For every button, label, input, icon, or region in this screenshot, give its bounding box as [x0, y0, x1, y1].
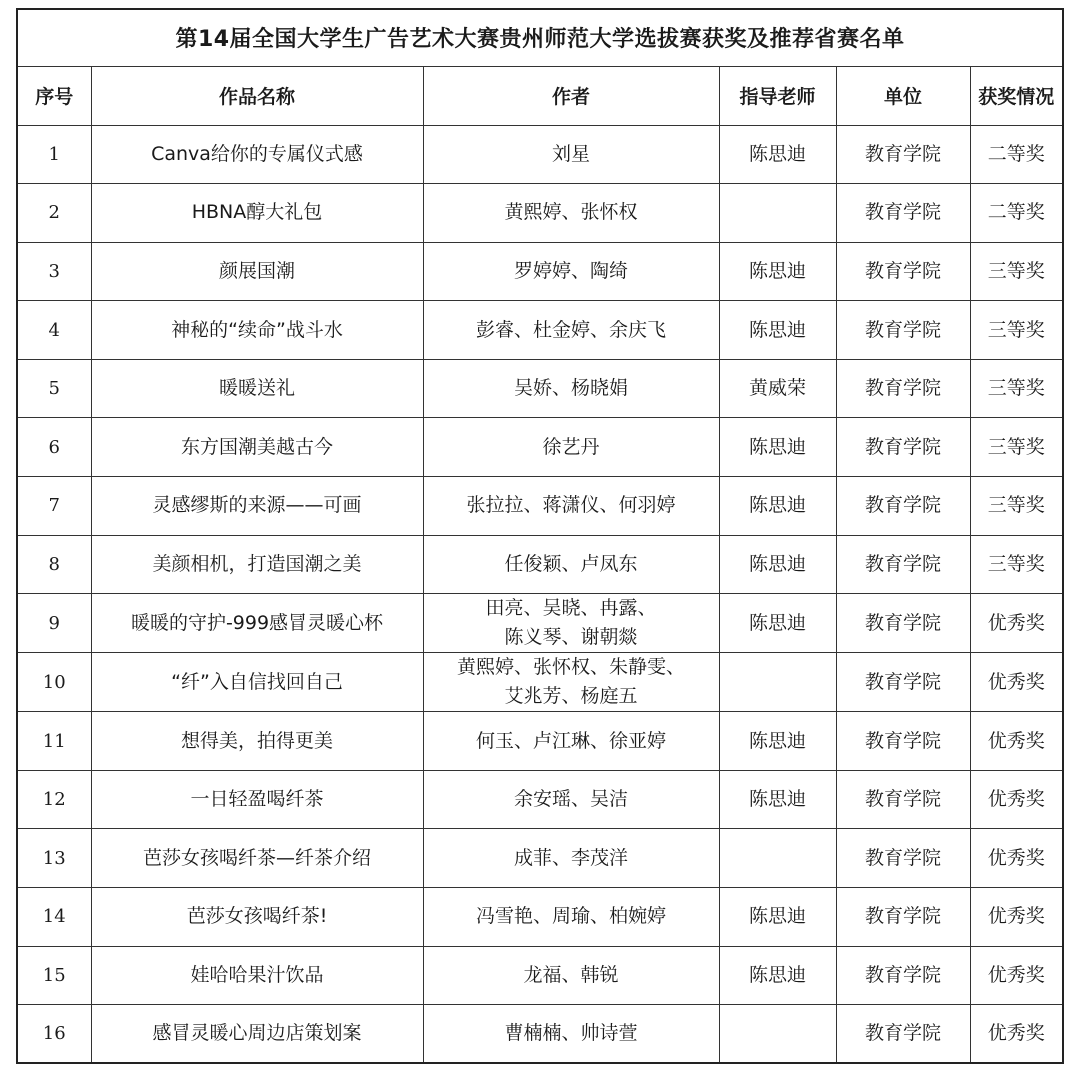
cell-work: 灵感缪斯的来源——可画 [91, 477, 423, 536]
author-line: 徐艺丹 [542, 435, 600, 458]
cell-work: 感冒灵暖心周边店策划案 [91, 1005, 423, 1064]
table-row [17, 1005, 1063, 1064]
table-row [17, 770, 1063, 829]
cell-unit: 教育学院 [836, 535, 970, 594]
cell-work: 芭莎女孩喝纤茶—纤茶介绍 [91, 829, 423, 888]
cell-advisor [719, 829, 836, 888]
cell-no: 1 [17, 125, 91, 184]
cell-award: 优秀奖 [970, 888, 1063, 947]
cell-author [423, 125, 719, 184]
table-row [17, 829, 1063, 888]
cell-advisor: 陈思迪 [719, 301, 836, 360]
table-row [17, 477, 1063, 536]
table-row [17, 653, 1063, 712]
table-row [17, 712, 1063, 771]
cell-no: 5 [17, 359, 91, 418]
cell-author [423, 888, 719, 947]
cell-unit: 教育学院 [836, 125, 970, 184]
cell-advisor: 陈思迪 [719, 477, 836, 536]
cell-author [423, 653, 719, 712]
cell-work: 娃哈哈果汁饮品 [91, 946, 423, 1005]
column-header-author: 作者 [423, 66, 719, 125]
cell-unit: 教育学院 [836, 418, 970, 477]
author-line: 吴娇、杨晓娟 [513, 377, 628, 400]
cell-award: 优秀奖 [970, 829, 1063, 888]
table-body [17, 125, 1063, 1063]
award-list-table [16, 8, 1064, 1064]
cell-advisor [719, 653, 836, 712]
cell-unit: 教育学院 [836, 888, 970, 947]
author-line: 黄熙婷、张怀权、朱静雯、 [456, 656, 685, 679]
cell-no: 9 [17, 594, 91, 653]
cell-no: 3 [17, 242, 91, 301]
cell-author [423, 594, 719, 653]
table-row [17, 184, 1063, 243]
cell-author [423, 829, 719, 888]
cell-no: 10 [17, 653, 91, 712]
cell-advisor: 陈思迪 [719, 712, 836, 771]
cell-work: 暖暖的守护-999感冒灵暖心杯 [91, 594, 423, 653]
cell-advisor: 陈思迪 [719, 125, 836, 184]
cell-award: 优秀奖 [970, 1005, 1063, 1064]
table-row [17, 888, 1063, 947]
cell-unit: 教育学院 [836, 829, 970, 888]
table-row [17, 946, 1063, 1005]
cell-no: 16 [17, 1005, 91, 1064]
cell-author [423, 184, 719, 243]
column-header-advisor: 指导老师 [719, 66, 836, 125]
author-line: 艾兆芳、杨庭五 [504, 685, 638, 708]
cell-work: 一日轻盈喝纤茶 [91, 770, 423, 829]
cell-work: 东方国潮美越古今 [91, 418, 423, 477]
cell-author [423, 242, 719, 301]
cell-advisor: 陈思迪 [719, 888, 836, 947]
cell-advisor: 黄威荣 [719, 359, 836, 418]
cell-author [423, 359, 719, 418]
cell-award: 三等奖 [970, 301, 1063, 360]
cell-award: 三等奖 [970, 535, 1063, 594]
cell-author [423, 418, 719, 477]
title-row [17, 9, 1063, 66]
cell-unit: 教育学院 [836, 477, 970, 536]
cell-work: 芭莎女孩喝纤茶! [91, 888, 423, 947]
cell-unit: 教育学院 [836, 301, 970, 360]
table-title: 第14届全国大学生广告艺术大赛贵州师范大学选拔赛获奖及推荐省赛名单 [17, 9, 1063, 66]
cell-author [423, 1005, 719, 1064]
cell-work: 神秘的“续命”战斗水 [91, 301, 423, 360]
cell-no: 6 [17, 418, 91, 477]
cell-unit: 教育学院 [836, 594, 970, 653]
author-line: 罗婷婷、陶绮 [513, 259, 628, 282]
cell-award: 优秀奖 [970, 712, 1063, 771]
table-row [17, 535, 1063, 594]
cell-no: 12 [17, 770, 91, 829]
author-line: 张拉拉、蒋潇仪、何羽婷 [466, 494, 676, 517]
author-line: 田亮、吴晓、冉露、 [485, 597, 657, 620]
cell-no: 14 [17, 888, 91, 947]
author-line: 陈义琴、谢朝燚 [504, 626, 638, 649]
cell-no: 4 [17, 301, 91, 360]
cell-author [423, 535, 719, 594]
author-line: 何玉、卢江琳、徐亚婷 [475, 729, 666, 752]
author-line: 龙福、韩锐 [523, 963, 619, 986]
cell-unit: 教育学院 [836, 653, 970, 712]
cell-advisor: 陈思迪 [719, 242, 836, 301]
author-line: 黄熙婷、张怀权 [504, 201, 638, 224]
cell-author [423, 301, 719, 360]
cell-work: “纤”入自信找回自己 [91, 653, 423, 712]
cell-unit: 教育学院 [836, 770, 970, 829]
cell-award: 三等奖 [970, 418, 1063, 477]
author-line: 余安瑶、吴洁 [513, 788, 628, 811]
cell-work: HBNA醇大礼包 [91, 184, 423, 243]
cell-award: 优秀奖 [970, 946, 1063, 1005]
cell-author [423, 712, 719, 771]
cell-advisor [719, 1005, 836, 1064]
author-line: 刘星 [551, 142, 590, 165]
author-line: 曹楠楠、帅诗萱 [504, 1022, 638, 1045]
cell-unit: 教育学院 [836, 242, 970, 301]
cell-advisor: 陈思迪 [719, 946, 836, 1005]
table-row [17, 359, 1063, 418]
cell-award: 优秀奖 [970, 770, 1063, 829]
column-header-unit: 单位 [836, 66, 970, 125]
cell-no: 11 [17, 712, 91, 771]
cell-work: 暖暖送礼 [91, 359, 423, 418]
cell-unit: 教育学院 [836, 1005, 970, 1064]
cell-unit: 教育学院 [836, 184, 970, 243]
cell-work: Canva给你的专属仪式感 [91, 125, 423, 184]
table-row [17, 301, 1063, 360]
cell-unit: 教育学院 [836, 946, 970, 1005]
cell-author [423, 770, 719, 829]
table-row [17, 125, 1063, 184]
document-page [16, 8, 1062, 1064]
cell-award: 三等奖 [970, 477, 1063, 536]
cell-author [423, 477, 719, 536]
cell-author [423, 946, 719, 1005]
cell-advisor: 陈思迪 [719, 535, 836, 594]
cell-award: 三等奖 [970, 359, 1063, 418]
column-header-no: 序号 [17, 66, 91, 125]
cell-advisor [719, 184, 836, 243]
cell-award: 优秀奖 [970, 653, 1063, 712]
cell-unit: 教育学院 [836, 712, 970, 771]
cell-unit: 教育学院 [836, 359, 970, 418]
cell-award: 二等奖 [970, 125, 1063, 184]
cell-work: 美颜相机，打造国潮之美 [91, 535, 423, 594]
cell-advisor: 陈思迪 [719, 770, 836, 829]
table-row [17, 418, 1063, 477]
cell-work: 想得美，拍得更美 [91, 712, 423, 771]
table-row [17, 594, 1063, 653]
cell-award: 优秀奖 [970, 594, 1063, 653]
author-line: 彭睿、杜金婷、余庆飞 [475, 318, 666, 341]
cell-award: 三等奖 [970, 242, 1063, 301]
cell-no: 13 [17, 829, 91, 888]
cell-no: 15 [17, 946, 91, 1005]
author-line: 任俊颖、卢凤东 [504, 552, 638, 575]
cell-advisor: 陈思迪 [719, 418, 836, 477]
cell-award: 二等奖 [970, 184, 1063, 243]
cell-advisor: 陈思迪 [719, 594, 836, 653]
author-line: 成菲、李茂洋 [513, 846, 628, 869]
table-row [17, 242, 1063, 301]
header-row [17, 66, 1063, 125]
cell-no: 2 [17, 184, 91, 243]
cell-no: 7 [17, 477, 91, 536]
cell-no: 8 [17, 535, 91, 594]
cell-work: 颜展国潮 [91, 242, 423, 301]
author-line: 冯雪艳、周瑜、柏婉婷 [475, 905, 666, 928]
column-header-award: 获奖情况 [970, 66, 1063, 125]
column-header-work: 作品名称 [91, 66, 423, 125]
